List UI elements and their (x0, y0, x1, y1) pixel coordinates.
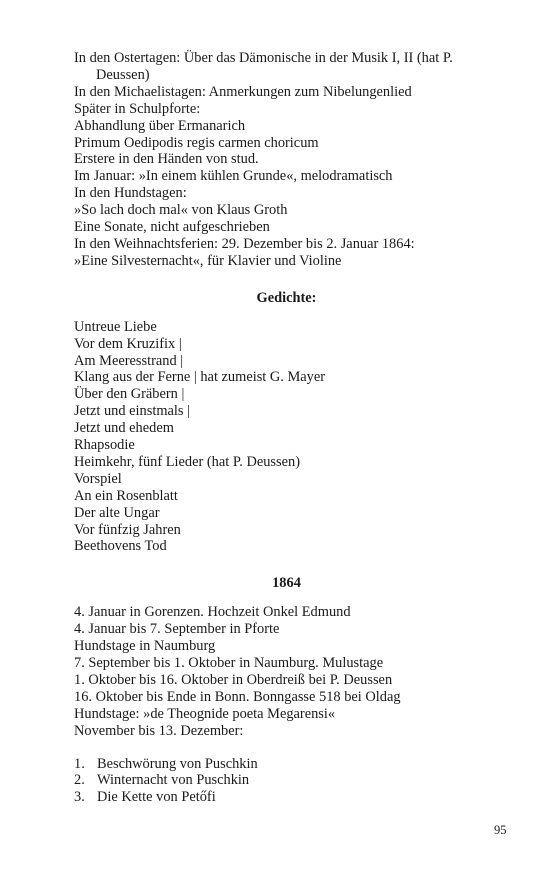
list-item (74, 756, 499, 773)
poem-title: Klang aus der Ferne | hat zumeist G. Mayer (74, 369, 326, 386)
poem-title: Über den Gräbern | (74, 386, 185, 403)
text-line: In den Hundstagen: (74, 185, 187, 202)
poem-title: Rhapsodie (74, 437, 135, 454)
year-entries (74, 604, 499, 739)
list-number: 2. (74, 772, 85, 789)
poem-title: Vor fünfzig Jahren (74, 521, 181, 538)
text-line: Erstere in den Händen von stud. (74, 151, 259, 168)
translation-list (74, 756, 499, 807)
text-line: Primum Oedipodis regis carmen choricum (74, 134, 319, 151)
intro-section (74, 50, 499, 270)
list-text: Die Kette von Petőfi (97, 789, 216, 806)
list-number: 3. (74, 789, 85, 806)
text-line: Später in Schulpforte: (74, 100, 201, 117)
poem-title: Untreue Liebe (74, 318, 157, 335)
page-number: 95 (494, 823, 507, 837)
poem-title: Heimkehr, fünf Lieder (hat P. Deussen) (74, 453, 301, 470)
poem-title: Vorspiel (74, 470, 122, 487)
poem-title: Jetzt und ehedem (74, 420, 174, 437)
poem-title: Jetzt und einstmals | (74, 403, 190, 420)
list-item (74, 772, 499, 789)
text-line: Abhandlung über Ermanarich (74, 117, 246, 134)
poem-title: Der alte Ungar (74, 504, 160, 521)
text-line: »Eine Silvesternacht«, für Klavier und Violine (74, 252, 342, 269)
list-number: 1. (74, 755, 85, 772)
text-line: In den Weihnachtsferien: 29. Dezember bis 2. Januar 1864: (74, 235, 415, 252)
chronicle-entry: 4. Januar in Gorenzen. Hochzeit Onkel Edmund (74, 604, 351, 621)
poems-heading: Gedichte: (256, 289, 317, 306)
chronicle-entry: November bis 13. Dezember: (74, 722, 244, 739)
poems-list (74, 319, 499, 556)
text-line: Im Januar: »In einem kühlen Grunde«, melodramatisch (74, 168, 393, 185)
chronicle-entry: 7. September bis 1. Oktober in Naumburg. Mulustage (74, 655, 384, 671)
poem-title: Beethovens Tod (74, 538, 167, 555)
text-line: Eine Sonate, nicht aufgeschrieben (74, 219, 270, 236)
text-line: In den Ostertagen: Über das Dämonische in der Musik I, II (hat P. Deussen) (74, 50, 453, 83)
chronicle-entry: 1. Oktober bis 16. Oktober in Oberdreiß bei P. Deussen (74, 671, 393, 688)
year-heading: 1864 (272, 575, 301, 592)
chronicle-entry: Hundstage in Naumburg (74, 638, 216, 655)
page-body (74, 50, 499, 806)
poem-title: Am Meeresstrand | (74, 352, 184, 369)
list-text: Beschwörung von Puschkin (97, 755, 258, 772)
poem-title: An ein Rosenblatt (74, 487, 178, 504)
chronicle-entry: Hundstage: »de Theognide poeta Megarensi« (74, 705, 336, 722)
list-item (74, 789, 499, 806)
list-text: Winternacht von Puschkin (97, 772, 250, 789)
chronicle-entry: 4. Januar bis 7. September in Pforte (74, 621, 280, 638)
text-line: »So lach doch mal« von Klaus Groth (74, 202, 288, 219)
poem-title: Vor dem Kruzifix | (74, 335, 182, 352)
text-line: In den Michaelistagen: Anmerkungen zum Nibelungenlied (74, 83, 412, 100)
chronicle-entry: 16. Oktober bis Ende in Bonn. Bonngasse 518 bei Oldag (74, 688, 401, 705)
